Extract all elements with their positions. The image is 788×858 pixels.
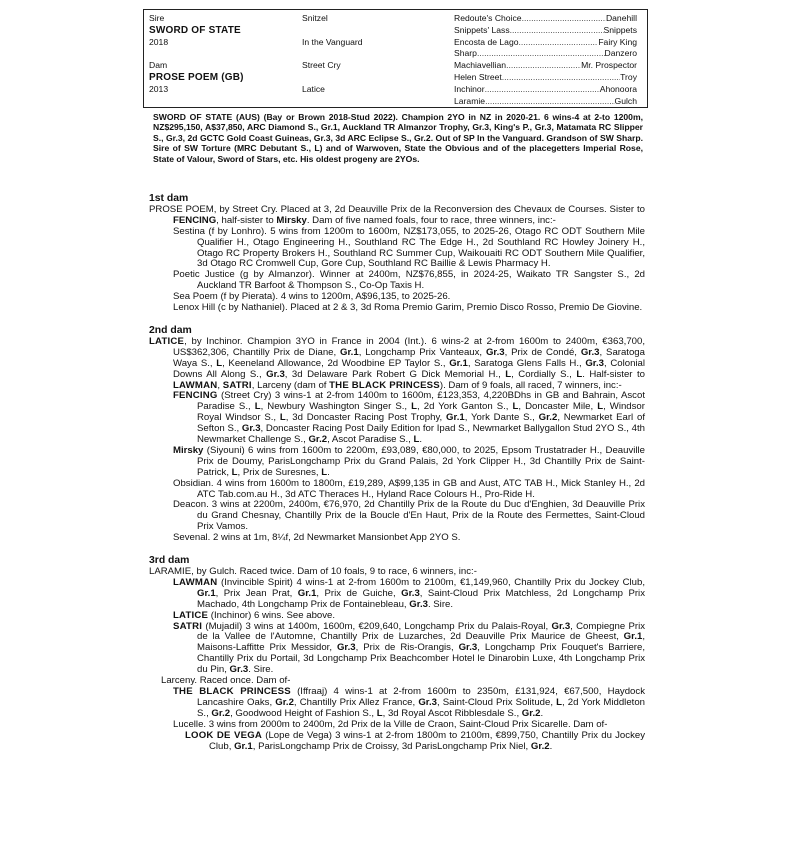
produce-entry-sestina: Sestina (f by Lonhro). 5 wins from 1200m to 1600m, NZ$173,055, to 2025-26, Otago RC ODT Southern Mile Qualifier H., Otago Engineering H., Southland RC The Edge H., 2d Southland RC Howley Joinery H., Otago RC Property Brokers H., Southland RC Summer Cup, Waikouaiti RC ODT Southern Mile Qualifier, 3d Otago RC Cromwell Cup, Gore Cup, Southland RC Baillie & Lewis Pharmacy H. [173, 225, 645, 270]
produce-record [149, 194, 645, 752]
second-dam-entry: LATICE, by Inchinor. Champion 3YO in France in 2004 (Int.). 6 wins-2 at 2-from 1600m to 2400m, €363,700, US$362,306, Chantilly Prix de Diane, Gr.1, Longchamp Prix Vanteaux, Gr.3, Prix de Condé, Gr.3, Saratoga Waya S., L, Keeneland Allowance, 2d Woodbine EP Taylor S., Gr.1, Saratoga Glens Falls H., Gr.3, Colonial Downs All Along S., Gr.3, 3d Delaware Park Robert G Dick Memorial H., L, Cordially S., L. Half-sister to LAWMAN, SATRI, Larceny (dam of THE BLACK PRINCESS). Dam of 9 foals, all raced, 7 winners, inc:- [149, 335, 646, 391]
dam-name: PROSE POEM (GB) [149, 71, 244, 83]
pedigree-entry: Laramie ..... Gulch [454, 96, 637, 108]
sire-summary: SWORD OF STATE (AUS) (Bay or Brown 2018-Stud 2022). Champion 2YO in NZ in 2020-21. 6 wins-4 at 2-to 1200m, NZ$295,150, A$37,850, ARC Diamond S., Gr.1, Auckland TR Almanzor Trophy, Gr.3, King's P., Gr.3, Matamata RC Slipper S., Gr.3, 2d GCTC Gold Coast Guineas, Gr.3, 3d ARC Eclipse S., Gr.2. Out of SP In the Vanguard. Grandson of SW Sharp. Sire of SW Torture (MRC Debutant S., L) and of Warwoven, State the Obvious and of the placegetters Imperial Rose, State of Valour, Sword of Stars, etc. His oldest progeny are 2YOs. [153, 112, 643, 164]
produce-entry-mirsky: Mirsky (Siyouni) 6 wins from 1600m to 2200m, £93,089, €80,000, to 2025, Epsom Trustatrader H., Deauville Prix de Doumy, ParisLongchamp Prix du Grand Palais, 2d York Clipper H., 3d Chantilly Prix de Saint-Patrick, L, Prix de Suresnes, L. [173, 444, 645, 478]
produce-entry-deacon: Deacon. 3 wins at 2200m, 2400m, €76,970, 2d Chantilly Prix de la Route du Duc d'Enghien, 3d Deauville Prix du Grand Chesnay, Chantilly Prix de la Boucle d'En Haut, Prix de la Route des Fermettes, Saint-Cloud Prix Vamos. [173, 499, 645, 533]
sire-name: SWORD OF STATE [149, 24, 241, 36]
produce-entry-latice: LATICE (Inchinor) 6 wins. See above. [173, 609, 336, 621]
pedigree-entry: Helen Street ..... Troy [454, 72, 637, 84]
produce-entry-poetic-justice: Poetic Justice (g by Almanzor). Winner at 2400m, NZ$76,855, in 2024-25, Waikato TR Sangster S., 2d Auckland TR Barfoot & Thompson S., Co-Op Taxis H. [173, 269, 645, 292]
second-dam-heading: 2nd dam [149, 324, 192, 336]
produce-entry-lenox-hill: Lenox Hill (c by Nathaniel). Placed at 2 & 3, 3d Roma Premio Garim, Premio Disco Rosso, Premio De Giovine. [173, 302, 643, 314]
pedigree-entry: Redoute's Choice ..... Danehill [454, 13, 637, 25]
produce-entry-lawman: LAWMAN (Invincible Spirit) 4 wins-1 at 2-from 1600m to 2100m, €1,149,960, Chantilly Prix du Jockey Club, Gr.1, Prix Jean Prat, Gr.1, Prix de Guiche, Gr.3, Saint-Cloud Prix Matchless, 2d Longchamp Prix Machado, 4th Longchamp Prix de Fontainebleau, Gr.3. Sire. [173, 576, 645, 610]
pedigree-entry: Machiavellian ..... Mr. Prospector [454, 60, 637, 72]
pedigree-entry: Encosta de Lago ..... Fairy King [454, 37, 637, 49]
pedigree-col-grandparents [302, 13, 452, 96]
grandsire-sire: Snitzel [302, 13, 328, 23]
grandsire-dam: Street Cry [302, 60, 341, 71]
pedigree-entry: Sharp ..... Danzero [454, 48, 637, 60]
third-dam-heading: 3rd dam [149, 555, 190, 567]
produce-entry-the-black-princess: THE BLACK PRINCESS (Iffraaj) 4 wins-1 at 2-from 1600m to 2350m, £131,924, €67,500, Haydock Lancashire Oaks, Gr.2, Chantilly Prix Allez France, Gr.3, Saint-Cloud Prix Solitude, L, 2d York Middleton S., Gr.2, Goodwood Height of Fashion S., L, 3d Royal Ascot Ribblesdale S., Gr.2. [173, 685, 645, 719]
produce-entry-fencing: FENCING (Street Cry) 3 wins-1 at 2-from 1400m to 1600m, £123,353, 4,220BDhs in GB and Bahrain, Ascot Paradise S., L, Newbury Washington Singer S., L, 2d York Ganton S., L, Doncaster Mile, L, Windsor Royal Windsor S., L, 3d Doncaster Racing Post Trophy, Gr.1, York Dante S., Gr.2, Newmarket Earl of Sefton S., Gr.3, Doncaster Racing Post Daily Edition for Ipad S., Newmarket Ballygallon Stud 2YO S., 4th Newmarket Challenge S., Gr.2, Ascot Paradise S., L. [173, 390, 645, 446]
produce-entry-larceny: Larceny. Raced once. Dam of- [161, 675, 291, 687]
produce-entry-lucelle: Lucelle. 3 wins from 2000m to 2400m, 2d Prix de la Ville de Craon, Saint-Cloud Prix Sicarelle. Dam of- [173, 718, 608, 730]
sire-label: Sire [149, 13, 165, 23]
pedigree-table [143, 9, 648, 108]
granddam-sire: In the Vanguard [302, 36, 363, 47]
pedigree-col-parents [149, 13, 299, 96]
dam-year: 2013 [149, 83, 169, 94]
produce-entry-satri: SATRI (Mujadil) 3 wins at 1400m, 1600m, €209,640, Longchamp Prix du Palais-Royal, Gr.3, Compiegne Prix de la Vallee de l'Automne, Chantilly Prix de Luzarches, 2d Deauville Prix Maurice de Gheest, Gr.1, Maisons-Laffitte Prix Messidor, Gr.3, Prix de Ris-Orangis, Gr.3, Longchamp Prix Fouquet's Barriere, Chantilly Prix du Portail, 3d Longchamp Prix Beachcomber Hotel le Dinarobin Luxe, 4th Longchamp Prix du Pin, Gr.3. Sire. [173, 620, 646, 676]
sire-year: 2018 [149, 36, 169, 47]
produce-entry-obsidian: Obsidian. 4 wins from 1600m to 1800m, £19,289, A$99,135 in GB and Aust, ATC TAB H., Mick Stanley H., 2d ATC Tab.com.au H., 3d ATC Theraces H., Hyland Race Colours H., Pro-Ride H. [173, 477, 645, 500]
granddam-dam: Latice [302, 83, 325, 94]
pedigree-entry: Snippets' Lass ..... Snippets [454, 25, 637, 37]
pedigree-col-great-grandparents [454, 13, 637, 107]
first-dam-entry: PROSE POEM, by Street Cry. Placed at 3, 2d Deauville Prix de la Reconversion des Chevaux de Courses. Sister to FENCING, half-sister to Mirsky. Dam of five named foals, four to race, three winners, inc:- [149, 203, 645, 226]
first-dam-heading: 1st dam [149, 193, 189, 204]
dam-label: Dam [149, 60, 168, 71]
third-dam-entry: LARAMIE, by Gulch. Raced twice. Dam of 10 foals, 9 to race, 6 winners, inc:- [149, 566, 477, 577]
produce-entry-sea-poem: Sea Poem (f by Pierata). 4 wins to 1200m, A$96,135, to 2025-26. [173, 291, 451, 303]
pedigree-entry: Inchinor ..... Ahonoora [454, 84, 637, 96]
produce-entry-look-de-vega: LOOK DE VEGA (Lope de Vega) 3 wins-1 at 2-from 1800m to 2100m, €899,750, Chantilly Prix du Jockey Club, Gr.1, ParisLongchamp Prix de Croissy, 3d ParisLongchamp Prix Niel, Gr.2. [185, 729, 645, 752]
produce-entry-sevenal: Sevenal. 2 wins at 1m, 8¼f, 2d Newmarket Mansionbet App 2YO S. [173, 532, 461, 544]
